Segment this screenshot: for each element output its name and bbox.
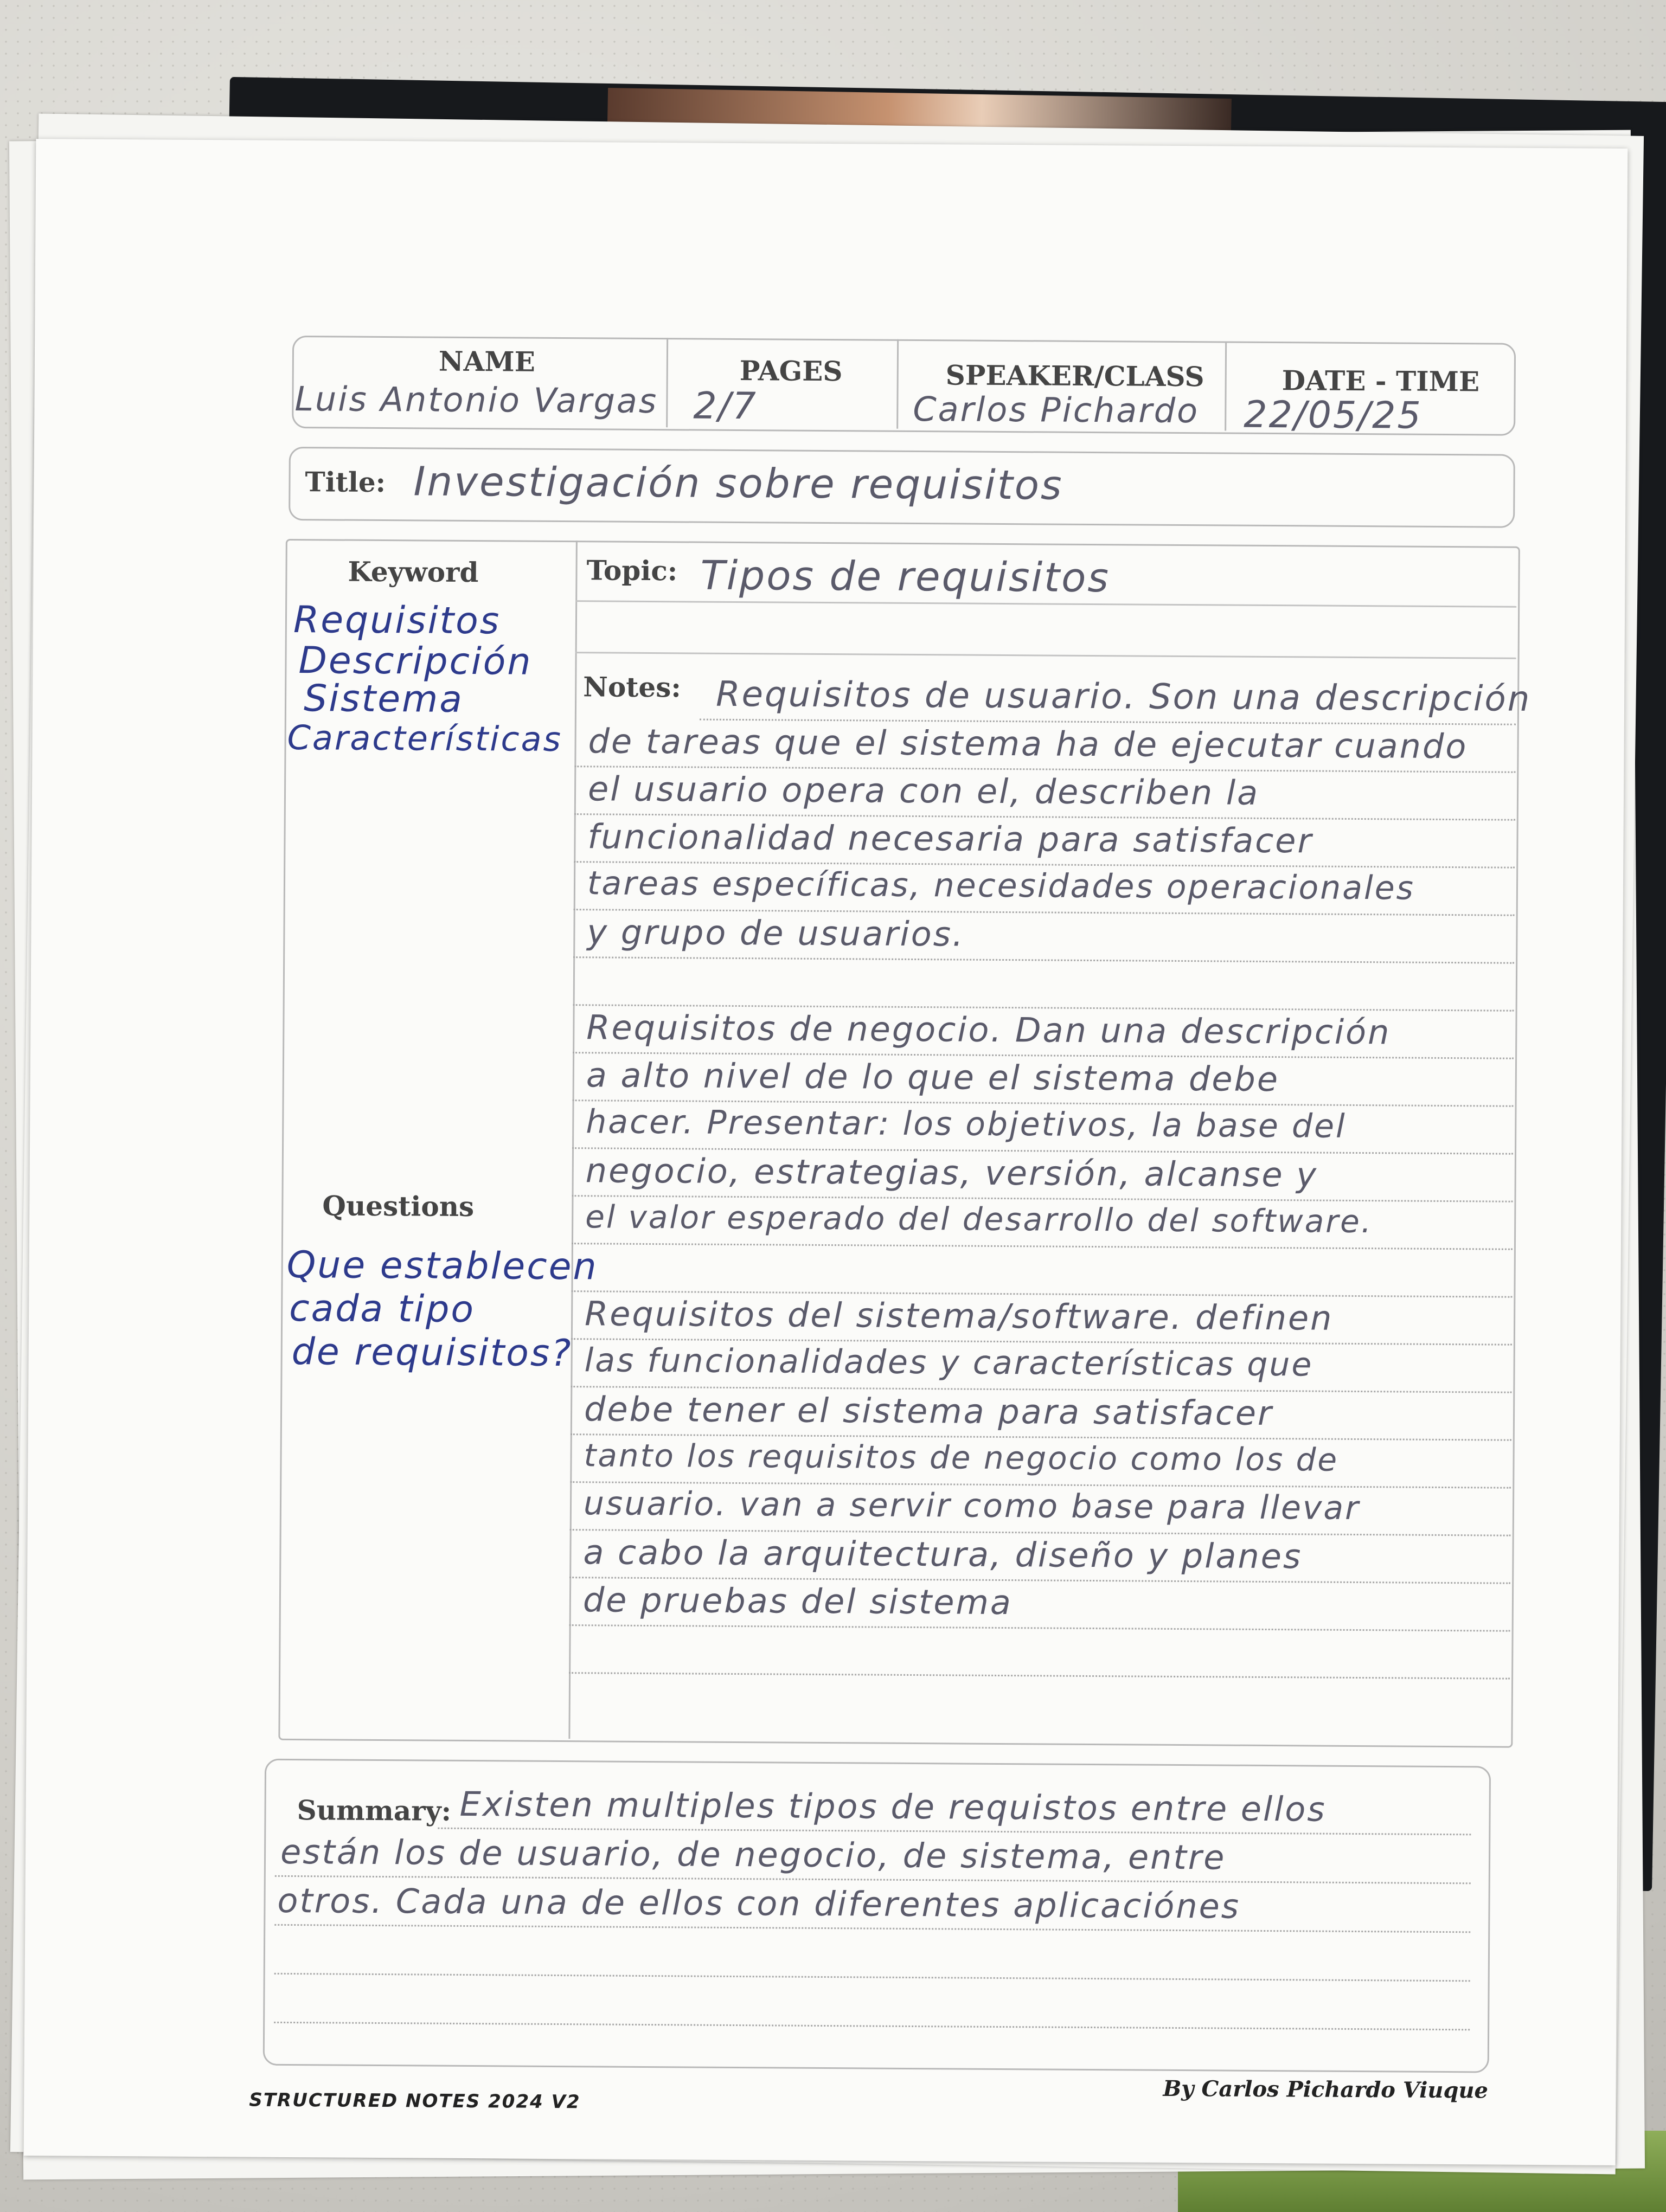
question-item: de requisitos? [291, 1330, 573, 1375]
datetime-value: 22/05/25 [1244, 393, 1422, 438]
note-line: tareas específicas, necesidades operacionales [587, 864, 1415, 908]
keyword-item: Descripción [298, 639, 533, 684]
speaker-value: Carlos Pichardo [913, 389, 1200, 431]
note-line: las funcionalidades y características que [584, 1341, 1313, 1384]
topic-label: Topic: [586, 554, 678, 587]
note-line: de pruebas del sistema [582, 1580, 1013, 1623]
notes-label: Notes: [583, 671, 681, 704]
note-line: el valor esperado del desarrollo del software. [585, 1198, 1373, 1240]
summary-line: Existen multiples tipos de requistos entre ellos [459, 1784, 1327, 1829]
keyword-label: Keyword [348, 555, 479, 589]
pages-label: PAGES [739, 355, 843, 388]
note-line: tanto los requisitos de negocio como los de [584, 1437, 1339, 1478]
question-item: Que establecen [286, 1243, 598, 1289]
note-line: Requisitos de usuario. Son una descripción [715, 674, 1532, 719]
note-line: a alto nivel de lo que el sistema debe [586, 1055, 1280, 1099]
note-line: usuario. van a servir como base para llevar [583, 1484, 1361, 1528]
topic-value: Tipos de requisitos [700, 552, 1111, 602]
note-line: hacer. Presentar: los objetivos, la base del [586, 1103, 1347, 1146]
name-value: Luis Antonio Vargas [294, 378, 658, 421]
note-line: funcionalidad necesaria para satisfacer [587, 816, 1313, 861]
note-line: y grupo de usuarios. [587, 912, 965, 954]
note-line: negocio, estrategias, versión, alcanse y [585, 1150, 1318, 1195]
note-line: debe tener el sistema para satisfacer [584, 1389, 1273, 1433]
datetime-label: DATE - TIME [1281, 364, 1480, 398]
summary-label: Summary: [297, 1794, 452, 1827]
note-line: de tareas que el sistema ha de ejecutar cuando [588, 721, 1468, 767]
note-line: el usuario opera con el, describen la [587, 769, 1260, 813]
credit-signature: By Carlos Pichardo Viuque [1163, 2075, 1489, 2104]
keyword-item: Requisitos [293, 598, 501, 643]
questions-label: Questions [322, 1189, 475, 1223]
keyword-item: Características [287, 717, 563, 760]
summary-line: están los de usuario, de negocio, de sistema, entre [280, 1831, 1226, 1877]
summary-line: otros. Cada una de ellos con diferentes aplicaciónes [277, 1880, 1241, 1926]
note-line: Requisitos de negocio. Dan una descripción [586, 1007, 1391, 1052]
brand-tag: STRUCTURED NOTES 2024 V2 [249, 2089, 581, 2113]
note-line: a cabo la arquitectura, diseño y planes [583, 1532, 1303, 1577]
name-label: NAME [438, 345, 536, 378]
title-value: Investigación sobre requisitos [413, 458, 1063, 509]
keyword-item: Sistema [303, 677, 464, 721]
notes-sheet [24, 139, 1628, 2165]
title-label: Title: [305, 466, 386, 499]
note-line: Requisitos del sistema/software. definen [584, 1294, 1334, 1338]
speaker-label: SPEAKER/CLASS [945, 359, 1204, 393]
question-item: cada tipo [289, 1287, 476, 1332]
pages-value: 2/7 [693, 384, 758, 428]
